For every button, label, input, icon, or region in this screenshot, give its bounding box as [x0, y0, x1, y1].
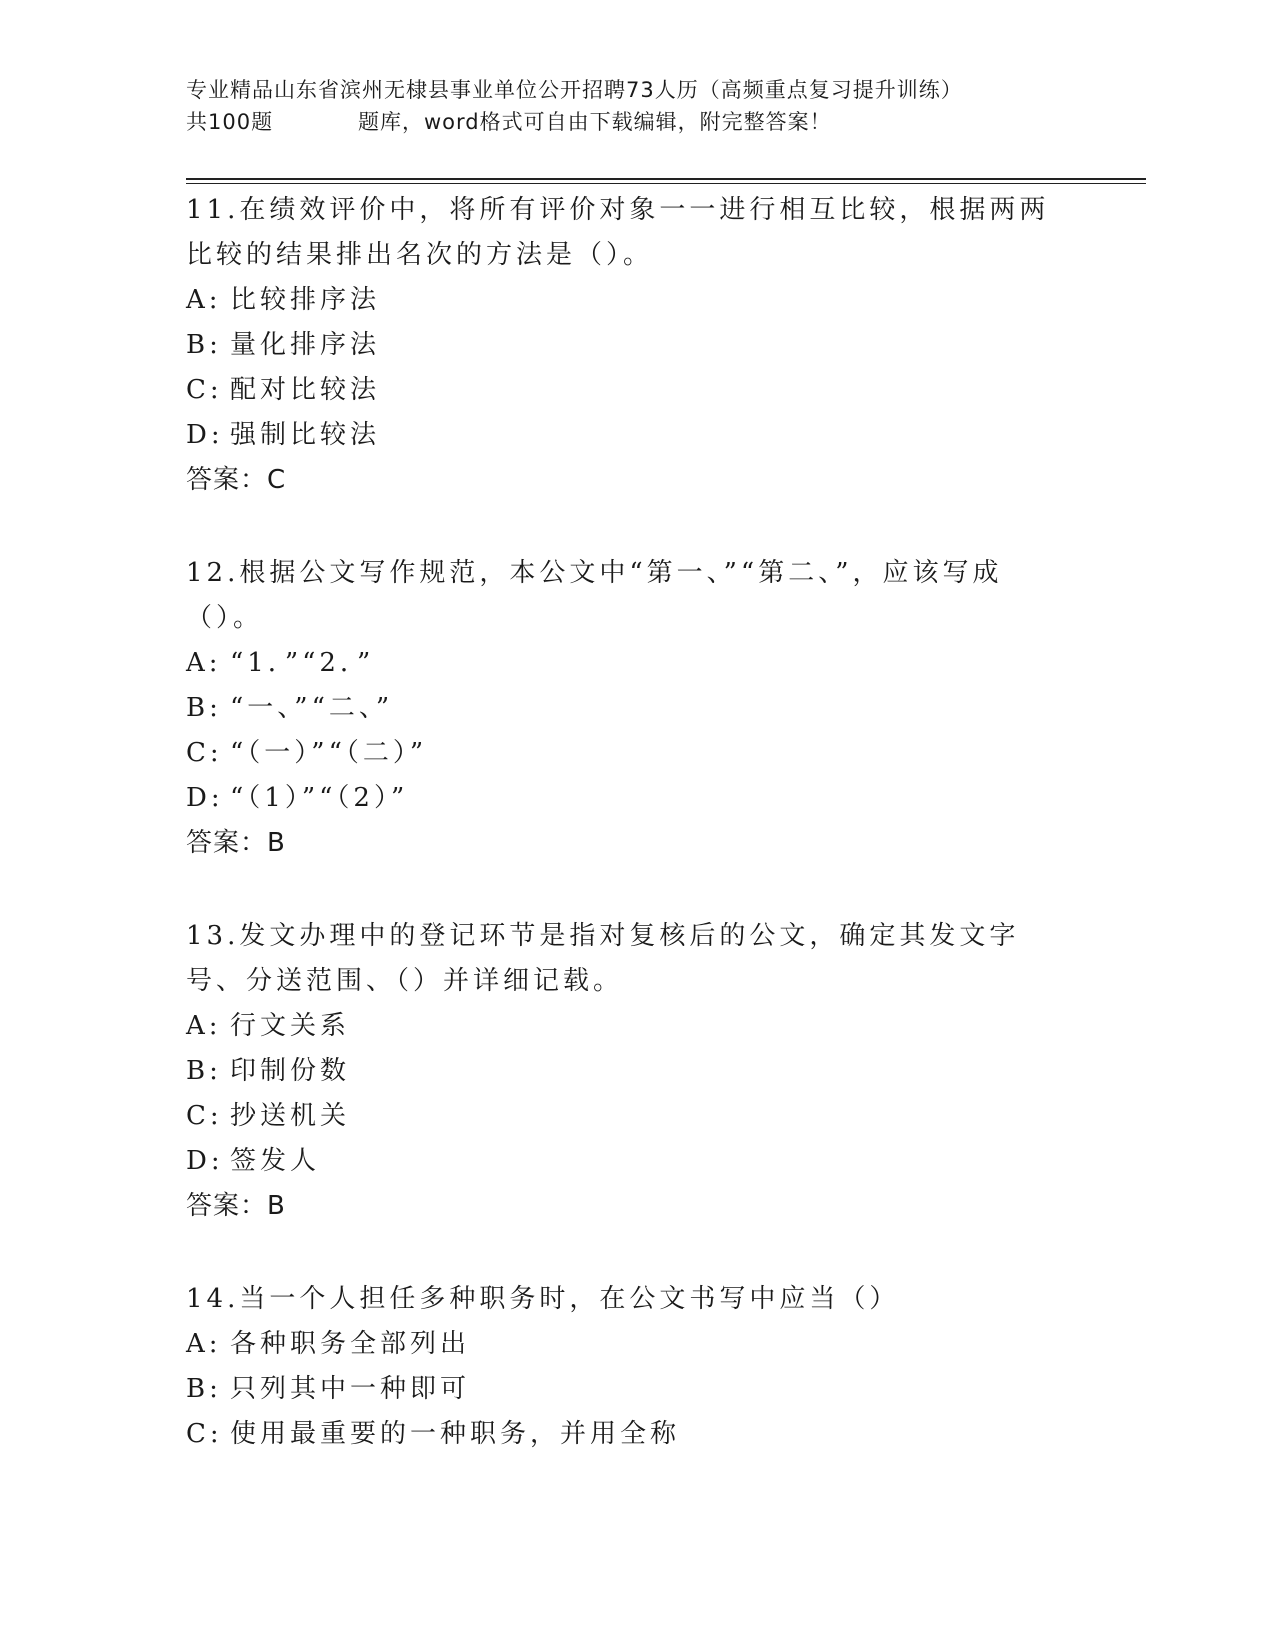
option-text: 各种职务全部列出 — [230, 1329, 471, 1359]
option-letter: C: — [186, 1101, 223, 1131]
option-letter: A: — [186, 1011, 222, 1041]
option-letter: B: — [186, 1056, 222, 1086]
option-text: 配对比较法 — [230, 375, 381, 405]
option-text: 量化排序法 — [230, 330, 381, 360]
header-divider-thick — [186, 178, 1146, 180]
option-letter: C: — [186, 1419, 223, 1449]
option-letter: D: — [186, 783, 224, 813]
option-letter: D: — [186, 1146, 224, 1176]
option-letter: B: — [186, 330, 222, 360]
option-letter: A: — [186, 285, 222, 315]
option-text: 使用最重要的一种职务，并用全称 — [230, 1419, 681, 1449]
option-b — [186, 1367, 1066, 1412]
option-a — [186, 1004, 1066, 1049]
option-c — [186, 731, 1066, 776]
option-letter: B: — [186, 693, 222, 723]
option-b — [186, 323, 1066, 368]
question-item — [186, 188, 1066, 503]
option-a — [186, 1322, 1066, 1367]
header-question-count: 共100题 — [186, 110, 274, 134]
option-d — [186, 413, 1066, 458]
answer-text: 答案：B — [186, 828, 286, 858]
option-c — [186, 1412, 1066, 1457]
option-text: 只列其中一种即可 — [230, 1374, 471, 1404]
option-text: “一、”“二、” — [230, 693, 394, 723]
option-text: 印制份数 — [230, 1056, 351, 1086]
option-text: 行文关系 — [230, 1011, 351, 1041]
document-header — [186, 74, 1086, 138]
option-b — [186, 1049, 1066, 1094]
option-text: “（1）”“（2）” — [230, 783, 409, 813]
option-c — [186, 1094, 1066, 1139]
option-d — [186, 1139, 1066, 1184]
question-text: 14.当一个人担任多种职务时，在公文书写中应当（） — [186, 1284, 900, 1314]
question-list — [186, 188, 1066, 1505]
option-letter: C: — [186, 375, 223, 405]
option-text: “1．”“2．” — [230, 648, 375, 678]
header-divider-thin — [186, 183, 1146, 184]
option-d — [186, 776, 1066, 821]
option-text: 抄送机关 — [230, 1101, 351, 1131]
question-item — [186, 914, 1066, 1229]
option-text: 签发人 — [230, 1146, 321, 1176]
header-description: 题库，word格式可自由下载编辑，附完整答案！ — [358, 110, 832, 134]
header-subtitle-line — [186, 106, 1086, 138]
option-letter: B: — [186, 1374, 222, 1404]
option-letter: A: — [186, 648, 222, 678]
header-title-line: 专业精品山东省滨州无棣县事业单位公开招聘73人历（高频重点复习提升训练） — [186, 78, 963, 102]
question-text: 12.根据公文写作规范，本公文中“第一、”“第二、”，应该写成（）。 — [186, 558, 1003, 633]
answer-text: 答案：C — [186, 465, 287, 495]
option-letter: A: — [186, 1329, 222, 1359]
option-letter: D: — [186, 420, 224, 450]
question-item — [186, 1277, 1066, 1457]
option-letter: C: — [186, 738, 223, 768]
question-text: 13.发文办理中的登记环节是指对复核后的公文，确定其发文字号、分送范围、（）并详细记载。 — [186, 921, 1020, 996]
option-b — [186, 686, 1066, 731]
option-text: “（一）”“（二）” — [230, 738, 428, 768]
question-item — [186, 551, 1066, 866]
answer-text: 答案：B — [186, 1191, 286, 1221]
question-text: 11.在绩效评价中，将所有评价对象一一进行相互比较，根据两两比较的结果排出名次的方法是（）。 — [186, 195, 1050, 270]
option-c — [186, 368, 1066, 413]
option-text: 强制比较法 — [230, 420, 381, 450]
option-a — [186, 641, 1066, 686]
option-a — [186, 278, 1066, 323]
option-text: 比较排序法 — [230, 285, 381, 315]
